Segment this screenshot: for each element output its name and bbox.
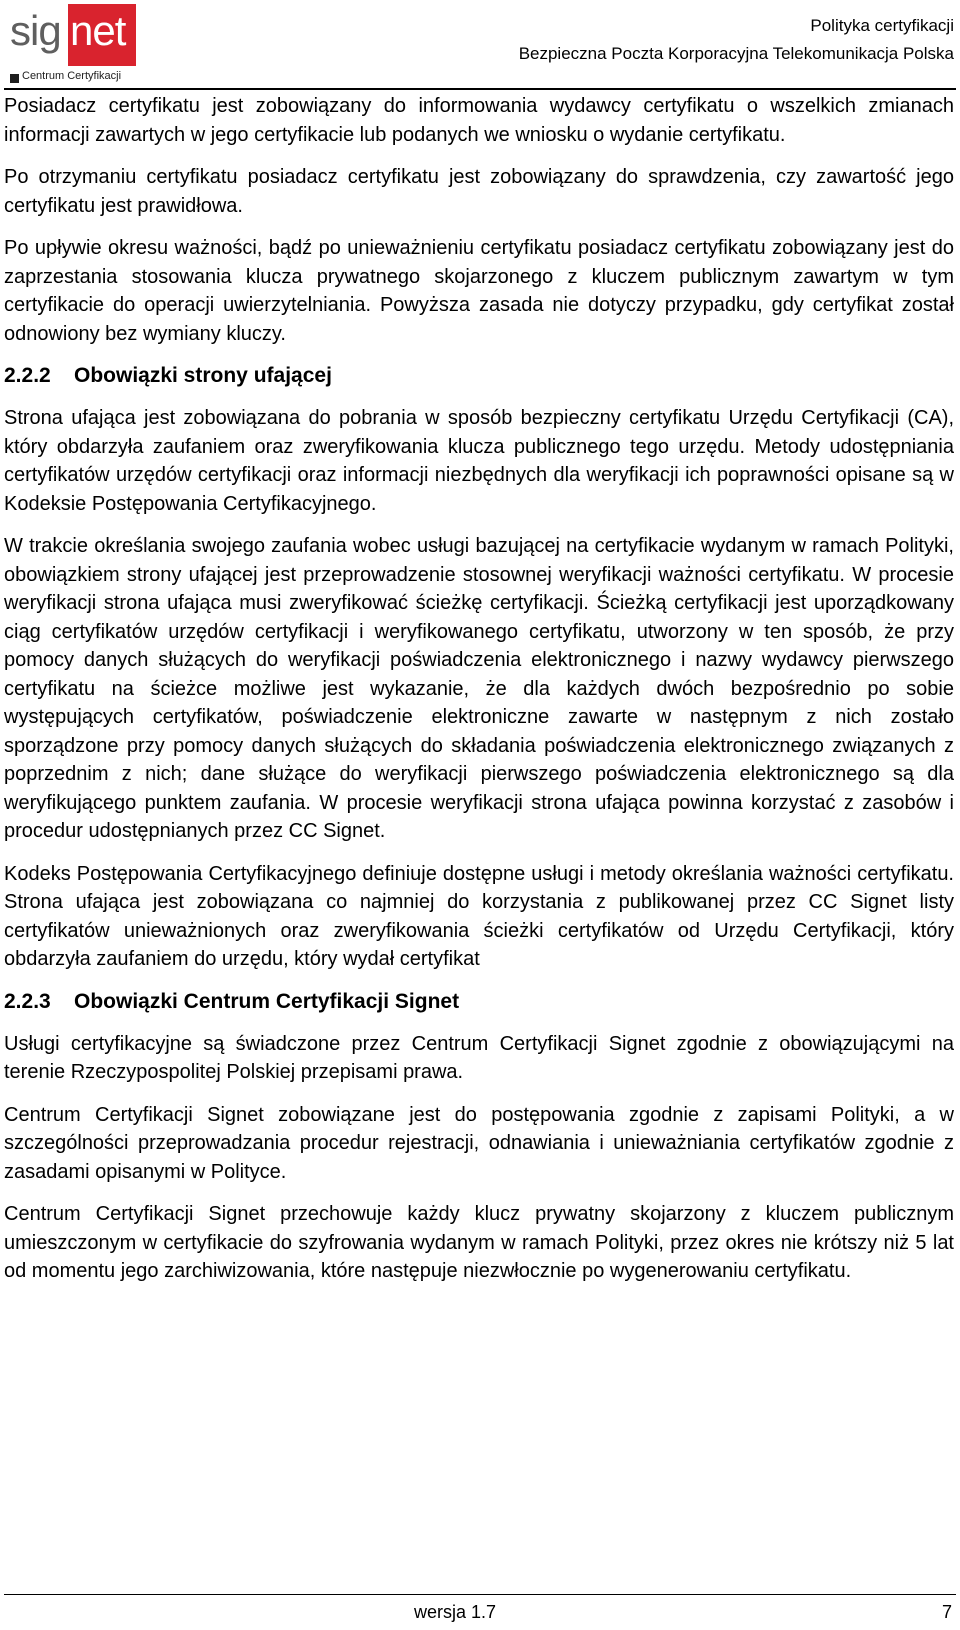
logo-net-text: net xyxy=(70,7,126,54)
section-title: Obowiązki strony ufającej xyxy=(74,364,332,387)
paragraph: Posiadacz certyfikatu jest zobowiązany do informowania wydawcy certyfikatu o wszelkich zmianach informacji zawartych w jego certyfikacie lub podanych we wniosku o wydanie certyfikatu. xyxy=(4,95,954,146)
document-body xyxy=(4,92,954,1286)
document-title: Polityka certyfikacji xyxy=(810,16,954,35)
paragraph: Usługi certyfikacyjne są świadczone przez Centrum Certyfikacji Signet zgodnie z obowiązującymi na terenie Rzeczypospolitej Polskiej przepisami prawa. xyxy=(4,1032,954,1083)
paragraph: W trakcie określania swojego zaufania wobec usługi bazującej na certyfikacie wydanym w ramach Polityki, obowiązkiem strony ufającej jest przeprowadzenie stosownej weryfikacji ważności certyfikatu. W procesie weryfikacji strona ufająca musi zweryfikować ścieżkę certyfikacji. Ścieżką certyfikacji jest uporządkowany ciąg certyfikatów urzędów certyfikacji i weryfikowanego certyfikatu, utworzony w ten sposób, że przy pomocy danych służących do weryfikacji poświadczenia elektronicznego i nazwy wydawcy pierwszego certyfikatu na ścieżce możliwe jest wykazanie, że dla każdych dwóch bezpośrednio po sobie występujących certyfikatów, poświadczenie elektroniczne zawarte w następnym z nich zostało sporządzone przy pomocy danych służących do składania poświadczenia elektronicznego związanych z poprzednim z nich; dane służące do weryfikacji pierwszego poświadczenia elektronicznego są dla weryfikującego punktem zaufania. W procesie weryfikacji strona ufająca powinna korzystać z zasobów i procedur udostępnianych przez CC Signet. xyxy=(4,535,954,842)
section-title: Obowiązki Centrum Certyfikacji Signet xyxy=(74,989,460,1013)
section-number: 2.2.3 xyxy=(4,989,51,1013)
paragraph: Po otrzymaniu certyfikatu posiadacz certyfikatu jest zobowiązany do sprawdzenia, czy zawartość jego certyfikatu jest prawidłowa. xyxy=(4,166,954,217)
paragraph: Centrum Certyfikacji Signet przechowuje każdy klucz prywatny skojarzony z kluczem publicznym umieszczonym w certyfikacie do szyfrowania wydanym w ramach Polityki, przez okres nie krótszy niż 5 lat od momentu jego zarchiwizowania, które następuje niezwłocznie po wygenerowaniu certyfikatu. xyxy=(4,1203,954,1282)
paragraph: Po upływie okresu ważności, bądź po unieważnieniu certyfikatu posiadacz certyfikatu zobowiązany jest do zaprzestania stosowania klucza prywatnego skojarzonego z kluczem publicznym zawartym w tym certyfikacie do operacji uwierzytelniania. Powyższa zasada nie dotyczy przypadku, gdy certyfikat został odnowiony bez wymiany kluczy. xyxy=(4,237,954,345)
logo-sig-text: sig xyxy=(10,7,61,54)
footer-version: wersja 1.7 xyxy=(414,1602,497,1622)
page-header xyxy=(0,0,960,90)
paragraph: Kodeks Postępowania Certyfikacyjnego definiuje dostępne usługi i metody określania ważności certyfikatu. Strona ufająca jest zobowiązana co najmniej do korzystania z publikowanej przez CC Signet listy certyfikatów unieważnionych oraz zweryfikowania ścieżki certyfikatów od Urzędu Certyfikacji, który obdarzyła zaufaniem do urzędu, który wydał certyfikat xyxy=(4,862,954,970)
header-titles xyxy=(519,12,954,68)
section-heading-2-2-2 xyxy=(4,362,954,390)
signet-logo xyxy=(8,4,132,84)
section-number: 2.2.2 xyxy=(4,364,51,387)
logo-square-icon xyxy=(10,74,19,83)
document-subtitle: Bezpieczna Poczta Korporacyjna Telekomunikacja Polska xyxy=(518,44,954,63)
logo-subtitle: Centrum Certyfikacji xyxy=(22,70,122,82)
header-divider xyxy=(4,88,956,90)
footer-divider xyxy=(4,1594,956,1595)
paragraph: Strona ufająca jest zobowiązana do pobrania w sposób bezpieczny certyfikatu Urzędu Certyfikacji (CA), który obdarzyła zaufaniem oraz zweryfikowania klucza publicznego tego urzędu. Metody udostępniania certyfikatów urzędów certyfikacji oraz informacji niezbędnych dla weryfikacji ich poprawności opisane są w Kodeksie Postępowania Certyfikacyjnego. xyxy=(4,407,954,515)
paragraph: Centrum Certyfikacji Signet zobowiązane jest do postępowania zgodnie z zapisami Polityki, a w szczególności przeprowadzania procedur rejestracji, odnawiania i unieważniania certyfikatów zgodnie z zasadami opisanymi w Polityce. xyxy=(4,1103,954,1183)
page-number: 7 xyxy=(941,1602,952,1622)
section-heading-2-2-3 xyxy=(4,988,954,1016)
